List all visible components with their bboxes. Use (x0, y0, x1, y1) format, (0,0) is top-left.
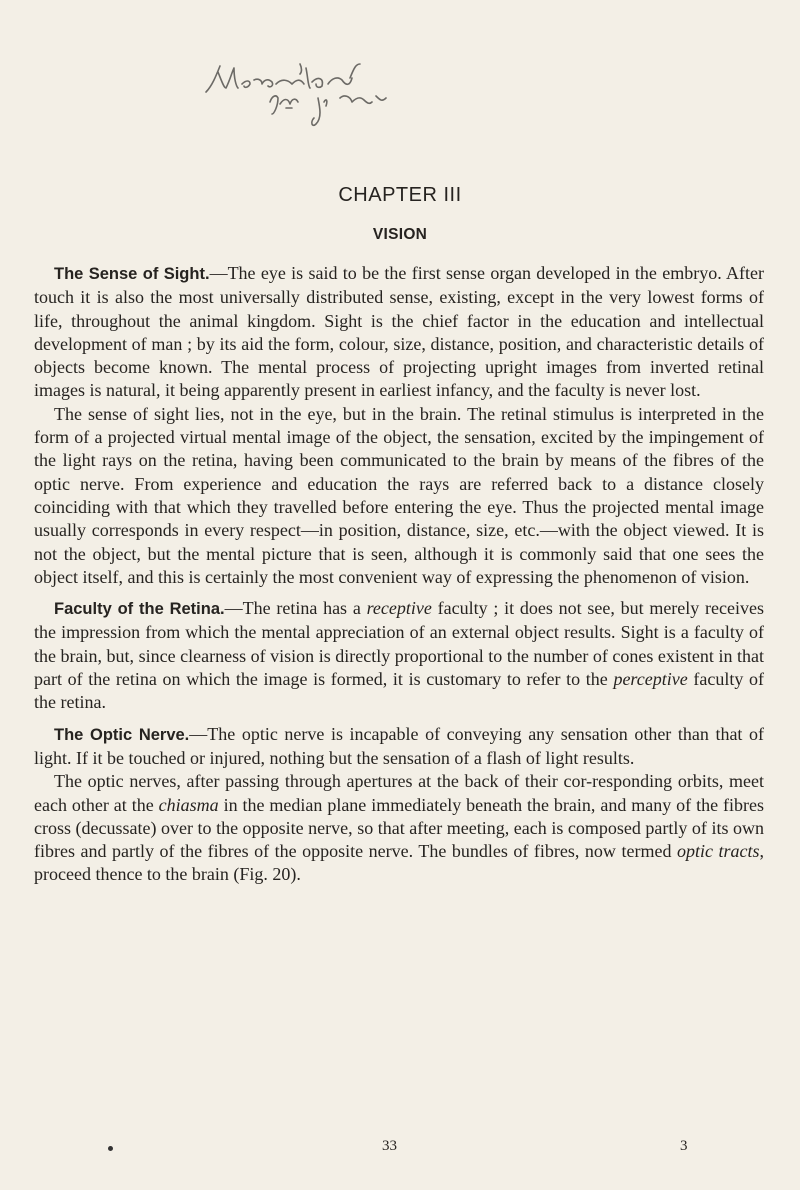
emphasis-perceptive: perceptive (613, 669, 688, 690)
signature-mark: 3 (680, 1138, 688, 1154)
paragraph-optic-nerve (34, 723, 764, 771)
emphasis-chiasma: chiasma (158, 794, 219, 815)
paragraph-lead: The Optic Nerve. (54, 725, 190, 744)
paragraph-optic-chiasma (34, 770, 764, 886)
paragraph-sense-of-sight (34, 262, 764, 403)
page-number: 33 (382, 1138, 397, 1154)
paragraph-text: —The retina has a (224, 598, 367, 619)
page-body (34, 262, 764, 887)
paragraph-text: —The eye is said to be the first sense organ developed in the embryo. After touch it is also the most universally distributed sense, existing, except in the very lowest forms of life, throughout the animal kingdom. Sight is the chief factor in the education and intellectual development of man ; by its aid the form, colour, size, distance, position, and characteristic details of objects become known. The mental process of projecting upright images from inverted retinal images is natural, it being apparently present in earliest infancy, and the faculty is never lost. (34, 263, 765, 401)
paragraph-text: , proceed thence to the brain (Fig. 20). (34, 841, 765, 885)
paragraph-faculty-of-retina (34, 597, 764, 714)
emphasis-optic-tracts: optic tracts (676, 841, 760, 862)
paragraph-text: —The optic nerve is incapable of conveying any sensation other than that of light. If it be touched or injured, nothing but the sensation of a flash of light results. (34, 723, 765, 768)
page-footer (0, 1138, 800, 1162)
paragraph-text: faculty of the retina. (34, 669, 765, 713)
handwritten-library-note (200, 58, 500, 138)
paragraph-text: The sense of sight lies, not in the eye, but in the brain. The retinal stimulus is interpreted in the form of a projected virtual mental image of the object, the sensation, excited by the impingement of the light rays on the retina, having been communicated to the brain by means of the fibres of the optic nerve. From experience and education the rays are referred back to a distance closely coinciding with that which they travelled before entering the eye. Thus the projected mental image usually corresponds in every respect—in position, distance, size, etc.—with the object viewed. It is not the object, but the mental picture that is seen, although it is commonly said that one sees the object itself, and this is certainly the most convenient way of expressing the phenomenon of vision. (34, 403, 764, 587)
chapter-heading: CHAPTER III (338, 184, 462, 206)
paragraph-sense-lies-in-brain (34, 403, 764, 589)
handwriting-signature-image (200, 58, 500, 138)
printer-dot-mark (108, 1146, 113, 1151)
paragraph-text: faculty ; it does not see, but merely receives the impression from which the mental appreciation of an external object results. Sight is a faculty of the brain, but, since clearness of vision is directly proportional to the number of cones existent in that part of the retina on which the image is formed, it is customary to refer to the (34, 598, 764, 690)
paragraph-text: The optic nerves, after passing through apertures at the back of their cor-responding orbits, meet each other at the (34, 771, 764, 815)
paragraph-lead: The Sense of Sight. (54, 265, 210, 283)
paragraph-text: in the median plane immediately beneath the brain, and many of the fibres cross (decussate) over to the opposite nerve, so that after meeting, each is composed partly of its own fibres and partly of the fibres of the opposite nerve. The bundles of fibres, now termed (34, 794, 764, 862)
chapter-title: VISION (372, 226, 428, 243)
paragraph-lead: Faculty of the Retina. (54, 600, 225, 619)
emphasis-receptive: receptive (366, 598, 432, 619)
